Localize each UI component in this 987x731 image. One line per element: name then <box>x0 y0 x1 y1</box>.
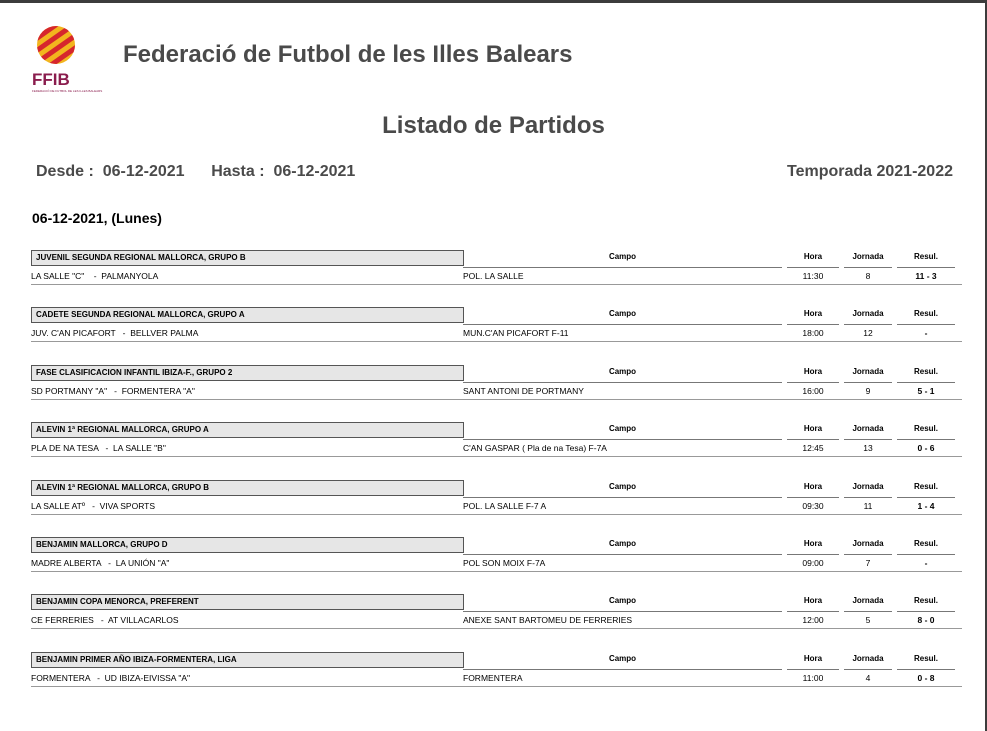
match-field: MUN.C'AN PICAFORT F-11 <box>463 328 569 338</box>
match-block <box>31 422 962 466</box>
match-jornada: 9 <box>865 386 871 396</box>
competition-name: BENJAMIN PRIMER AÑO IBIZA-FORMENTERA, LIGA <box>31 652 464 668</box>
header-underline <box>897 554 955 555</box>
header-underline <box>844 439 892 440</box>
competition-name: BENJAMIN COPA MENORCA, PREFERENT <box>31 594 464 610</box>
resul-header: Resul. <box>913 367 938 376</box>
header-underline <box>844 267 892 268</box>
match-jornada: 12 <box>863 328 873 338</box>
match-block <box>31 537 962 581</box>
match-block <box>31 250 962 294</box>
header-underline <box>463 554 782 555</box>
campo-header: Campo <box>608 424 637 433</box>
header-underline <box>844 669 892 670</box>
hora-header: Hora <box>803 367 823 376</box>
hora-header: Hora <box>803 539 823 548</box>
match-time: 12:00 <box>802 615 824 625</box>
match-time: 09:30 <box>802 501 824 511</box>
resul-header: Resul. <box>913 309 938 318</box>
match-result: - <box>924 328 928 338</box>
campo-header: Campo <box>608 654 637 663</box>
header-underline <box>463 382 782 383</box>
match-field: POL. LA SALLE F-7 A <box>463 501 547 511</box>
match-jornada: 8 <box>865 271 871 281</box>
row-separator <box>31 514 962 515</box>
match-time: 11:00 <box>802 673 824 683</box>
jornada-header: Jornada <box>852 482 884 491</box>
jornada-header: Jornada <box>852 252 884 261</box>
competition-name: CADETE SEGUNDA REGIONAL MALLORCA, GRUPO A <box>31 307 464 323</box>
header-underline <box>897 669 955 670</box>
match-time: 18:00 <box>802 328 824 338</box>
match-block <box>31 365 962 409</box>
header-underline <box>844 611 892 612</box>
jornada-header: Jornada <box>852 654 884 663</box>
header-underline <box>463 439 782 440</box>
hora-header: Hora <box>803 482 823 491</box>
page-frame-top <box>0 0 987 3</box>
match-field: POL. LA SALLE <box>463 271 524 281</box>
row-separator <box>31 284 962 285</box>
header-underline <box>897 439 955 440</box>
match-field: SANT ANTONI DE PORTMANY <box>463 386 584 396</box>
campo-header: Campo <box>608 482 637 491</box>
row-separator <box>31 399 962 400</box>
resul-header: Resul. <box>913 654 938 663</box>
match-field: FORMENTERA <box>463 673 523 683</box>
header-underline <box>463 497 782 498</box>
row-separator <box>31 341 962 342</box>
hora-header: Hora <box>803 309 823 318</box>
header-underline <box>787 267 839 268</box>
header-underline <box>787 497 839 498</box>
competition-name: ALEVIN 1ª REGIONAL MALLORCA, GRUPO B <box>31 480 464 496</box>
header-underline <box>844 554 892 555</box>
match-teams: FORMENTERA - UD IBIZA-EIVISSA "A" <box>31 673 191 683</box>
hasta-value: 06-12-2021 <box>273 163 356 180</box>
header-underline <box>787 554 839 555</box>
header-underline <box>787 439 839 440</box>
header-underline <box>844 497 892 498</box>
ffib-logo <box>30 24 103 96</box>
resul-header: Resul. <box>913 424 938 433</box>
match-result: 5 - 1 <box>917 386 935 396</box>
match-teams: PLA DE NA TESA - LA SALLE "B" <box>31 443 166 453</box>
match-teams: CE FERRERIES - AT VILLACARLOS <box>31 615 179 625</box>
match-field: POL SON MOIX F-7A <box>463 558 546 568</box>
header-underline <box>787 611 839 612</box>
resul-header: Resul. <box>913 252 938 261</box>
header-underline <box>787 669 839 670</box>
header-underline <box>463 611 782 612</box>
competition-name: FASE CLASIFICACION INFANTIL IBIZA-F., GRUPO 2 <box>31 365 464 381</box>
match-block <box>31 480 962 524</box>
logo-subtext: FEDERACIÓ DE FUTBOL DE LES ILLES BALEARS <box>32 89 103 93</box>
match-time: 11:30 <box>802 271 824 281</box>
resul-header: Resul. <box>913 539 938 548</box>
match-jornada: 11 <box>863 501 873 511</box>
row-separator <box>31 571 962 572</box>
match-teams: MADRE ALBERTA - LA UNIÓN "A" <box>31 558 170 568</box>
ball-stripes-icon <box>30 24 103 96</box>
header-underline <box>787 324 839 325</box>
hora-header: Hora <box>803 424 823 433</box>
campo-header: Campo <box>608 309 637 318</box>
match-time: 16:00 <box>802 386 824 396</box>
header-underline <box>463 267 782 268</box>
match-jornada: 5 <box>865 615 871 625</box>
competition-name: ALEVIN 1ª REGIONAL MALLORCA, GRUPO A <box>31 422 464 438</box>
match-teams: JUV. C'AN PICAFORT - BELLVER PALMA <box>31 328 199 338</box>
hasta-label: Hasta : <box>211 163 265 180</box>
match-result: - <box>924 558 928 568</box>
hora-header: Hora <box>803 654 823 663</box>
match-teams: SD PORTMANY "A" - FORMENTERA "A" <box>31 386 195 396</box>
report-title: Listado de Partidos <box>382 112 605 139</box>
jornada-header: Jornada <box>852 309 884 318</box>
organization-name: Federació de Futbol de les Illes Balears <box>123 41 573 68</box>
desde-value: 06-12-2021 <box>102 163 185 180</box>
match-time: 12:45 <box>802 443 824 453</box>
competition-name: BENJAMIN MALLORCA, GRUPO D <box>31 537 464 553</box>
header-underline <box>897 324 955 325</box>
campo-header: Campo <box>608 596 637 605</box>
campo-header: Campo <box>608 252 637 261</box>
match-result: 8 - 0 <box>917 615 935 625</box>
match-jornada: 4 <box>865 673 871 683</box>
jornada-header: Jornada <box>852 596 884 605</box>
header-underline <box>897 267 955 268</box>
match-result: 0 - 8 <box>917 673 935 683</box>
row-separator <box>31 456 962 457</box>
match-teams: LA SALLE "C" - PALMANYOLA <box>31 271 159 281</box>
match-block <box>31 307 962 351</box>
match-jornada: 13 <box>863 443 873 453</box>
jornada-header: Jornada <box>852 539 884 548</box>
match-field: C'AN GASPAR ( Pla de na Tesa) F-7A <box>463 443 607 453</box>
season-label: Temporada 2021-2022 <box>786 163 953 180</box>
header-underline <box>463 669 782 670</box>
header-underline <box>844 324 892 325</box>
match-field: ANEXE SANT BARTOMEU DE FERRERIES <box>463 615 633 625</box>
jornada-header: Jornada <box>852 367 884 376</box>
date-range <box>36 163 355 181</box>
resul-header: Resul. <box>913 482 938 491</box>
match-block <box>31 594 962 638</box>
ball-icon <box>10 0 101 79</box>
row-separator <box>31 628 962 629</box>
match-result: 11 - 3 <box>915 271 937 281</box>
jornada-header: Jornada <box>852 424 884 433</box>
hora-header: Hora <box>803 596 823 605</box>
resul-header: Resul. <box>913 596 938 605</box>
header-underline <box>897 382 955 383</box>
hora-header: Hora <box>803 252 823 261</box>
match-block <box>31 652 962 696</box>
match-result: 1 - 4 <box>917 501 935 511</box>
competition-name: JUVENIL SEGUNDA REGIONAL MALLORCA, GRUPO B <box>31 250 464 266</box>
header-underline <box>897 611 955 612</box>
header-underline <box>463 324 782 325</box>
logo-text: FFIB <box>32 70 70 89</box>
header-underline <box>844 382 892 383</box>
campo-header: Campo <box>608 367 637 376</box>
header-underline <box>897 497 955 498</box>
header-underline <box>787 382 839 383</box>
match-teams: LA SALLE ATº - VIVA SPORTS <box>31 501 156 511</box>
match-time: 09:00 <box>802 558 824 568</box>
match-jornada: 7 <box>865 558 871 568</box>
row-separator <box>31 686 962 687</box>
date-heading: 06-12-2021, (Lunes) <box>32 210 162 226</box>
match-result: 0 - 6 <box>917 443 935 453</box>
desde-label: Desde : <box>36 163 94 180</box>
campo-header: Campo <box>608 539 637 548</box>
